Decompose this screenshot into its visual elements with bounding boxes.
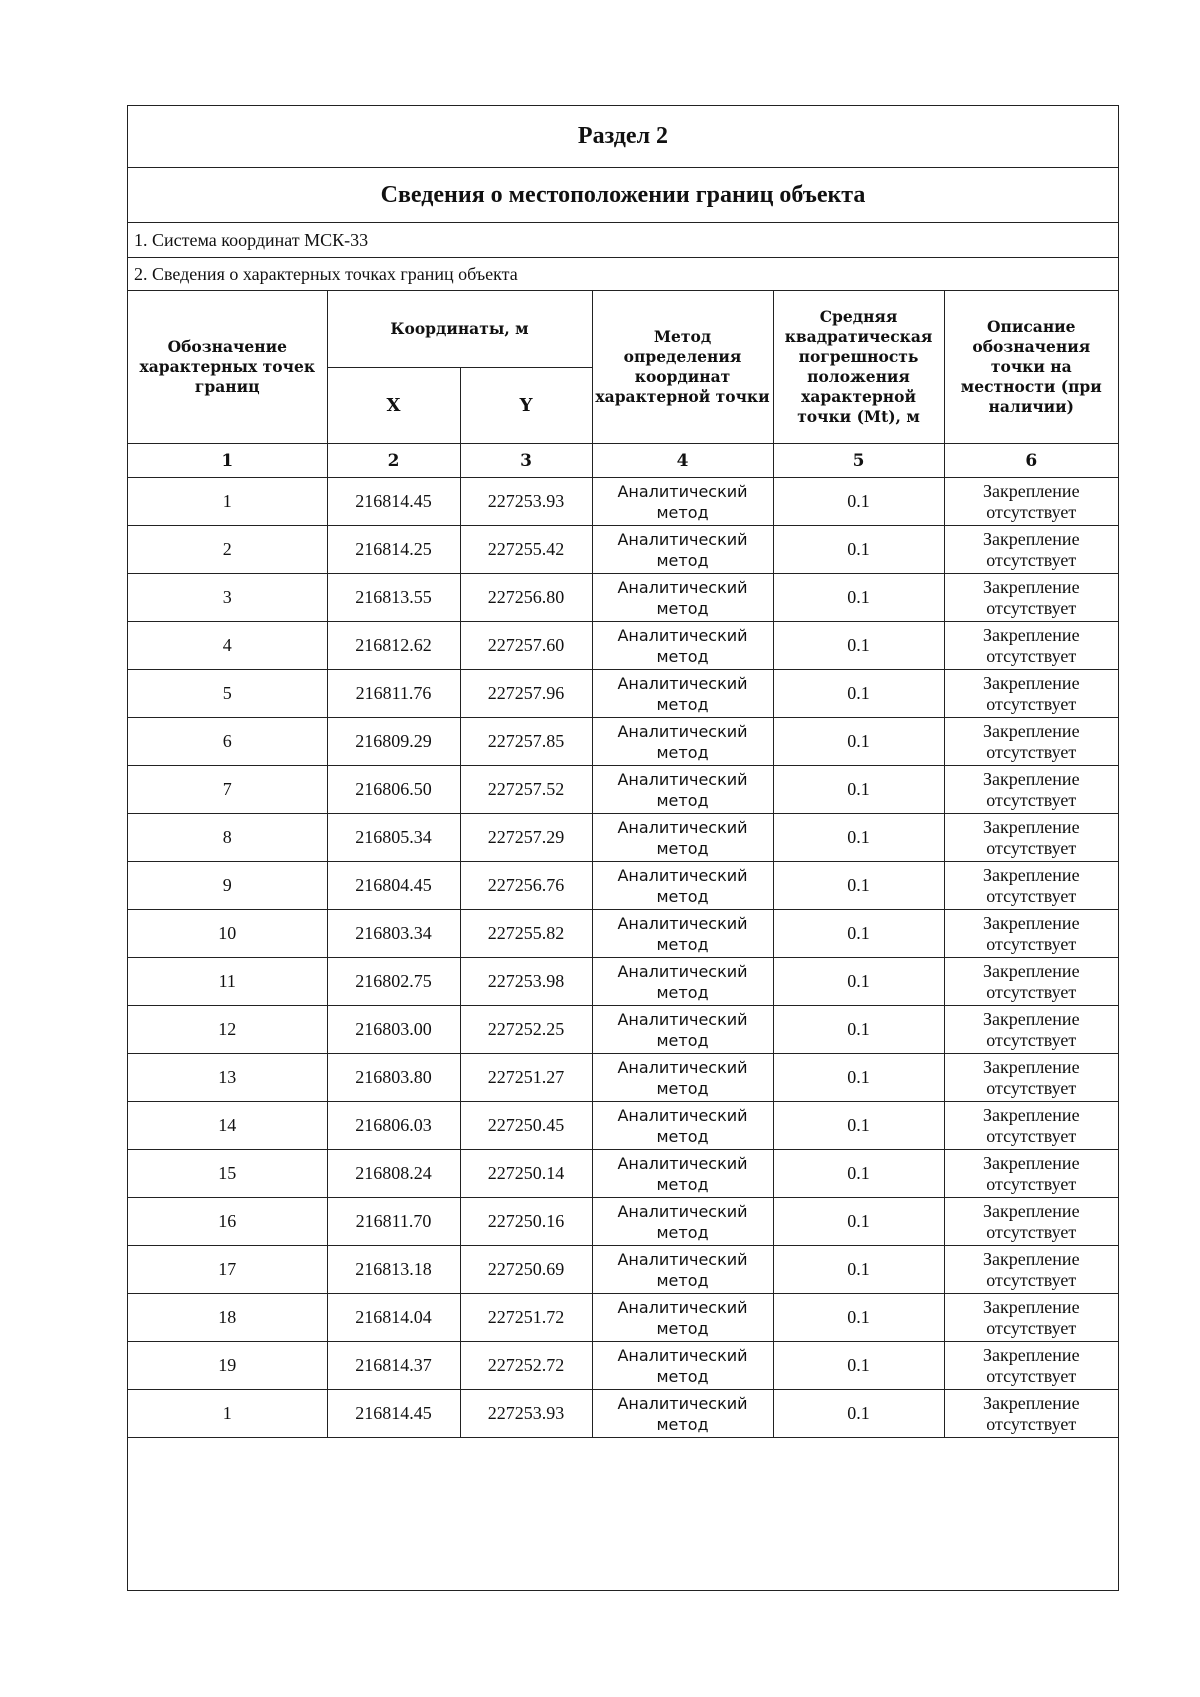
table-body xyxy=(128,478,1118,1438)
error-cell: 0.1 xyxy=(773,958,944,1006)
method-cell: Аналитический метод xyxy=(592,1198,773,1246)
method-cell: Аналитический метод xyxy=(592,1246,773,1294)
method-cell: Аналитический метод xyxy=(592,622,773,670)
method-cell: Аналитический метод xyxy=(592,718,773,766)
column-number: 4 xyxy=(592,444,773,478)
y-coordinate-cell: 227251.72 xyxy=(460,1294,592,1342)
x-coordinate-cell: 216803.80 xyxy=(327,1054,460,1102)
method-cell: Аналитический метод xyxy=(592,478,773,526)
table-row xyxy=(128,670,1118,718)
description-cell: Закрепление отсутствует xyxy=(944,1246,1118,1294)
column-numbers-row xyxy=(128,444,1118,478)
error-cell: 0.1 xyxy=(773,1150,944,1198)
method-cell: Аналитический метод xyxy=(592,1342,773,1390)
description-cell: Закрепление отсутствует xyxy=(944,862,1118,910)
table-row xyxy=(128,574,1118,622)
table-row xyxy=(128,1054,1118,1102)
method-cell: Аналитический метод xyxy=(592,1006,773,1054)
point-cell: 5 xyxy=(128,670,327,718)
column-number: 2 xyxy=(327,444,460,478)
table-row xyxy=(128,1150,1118,1198)
point-cell: 16 xyxy=(128,1198,327,1246)
point-cell: 12 xyxy=(128,1006,327,1054)
y-coordinate-cell: 227257.85 xyxy=(460,718,592,766)
table-row xyxy=(128,958,1118,1006)
header-method: Метод определения координат характерной точки xyxy=(592,291,773,444)
points-section-heading: 2. Сведения о характерных точках границ объекта xyxy=(128,258,1118,291)
description-cell: Закрепление отсутствует xyxy=(944,622,1118,670)
description-cell: Закрепление отсутствует xyxy=(944,910,1118,958)
point-cell: 13 xyxy=(128,1054,327,1102)
method-cell: Аналитический метод xyxy=(592,574,773,622)
error-cell: 0.1 xyxy=(773,574,944,622)
header-coordinates: Координаты, м xyxy=(327,291,592,368)
table-row xyxy=(128,1390,1118,1438)
error-cell: 0.1 xyxy=(773,814,944,862)
boundary-points-table xyxy=(128,291,1118,1438)
table-row xyxy=(128,526,1118,574)
x-coordinate-cell: 216814.45 xyxy=(327,478,460,526)
y-coordinate-cell: 227253.93 xyxy=(460,478,592,526)
header-designation: Обозначение характерных точек границ xyxy=(128,291,327,444)
point-cell: 14 xyxy=(128,1102,327,1150)
y-coordinate-cell: 227255.42 xyxy=(460,526,592,574)
header-y: Y xyxy=(460,368,592,444)
table-row xyxy=(128,814,1118,862)
x-coordinate-cell: 216803.34 xyxy=(327,910,460,958)
document-frame xyxy=(127,105,1119,1591)
error-cell: 0.1 xyxy=(773,718,944,766)
error-cell: 0.1 xyxy=(773,1198,944,1246)
description-cell: Закрепление отсутствует xyxy=(944,766,1118,814)
table-row xyxy=(128,766,1118,814)
y-coordinate-cell: 227250.45 xyxy=(460,1102,592,1150)
error-cell: 0.1 xyxy=(773,526,944,574)
description-cell: Закрепление отсутствует xyxy=(944,1102,1118,1150)
error-cell: 0.1 xyxy=(773,1102,944,1150)
description-cell: Закрепление отсутствует xyxy=(944,1342,1118,1390)
header-x: X xyxy=(327,368,460,444)
section-title: Раздел 2 xyxy=(128,106,1118,168)
x-coordinate-cell: 216806.50 xyxy=(327,766,460,814)
point-cell: 1 xyxy=(128,478,327,526)
description-cell: Закрепление отсутствует xyxy=(944,1150,1118,1198)
x-coordinate-cell: 216814.37 xyxy=(327,1342,460,1390)
y-coordinate-cell: 227255.82 xyxy=(460,910,592,958)
table-row xyxy=(128,862,1118,910)
error-cell: 0.1 xyxy=(773,670,944,718)
y-coordinate-cell: 227253.93 xyxy=(460,1390,592,1438)
description-cell: Закрепление отсутствует xyxy=(944,670,1118,718)
x-coordinate-cell: 216813.55 xyxy=(327,574,460,622)
y-coordinate-cell: 227257.29 xyxy=(460,814,592,862)
method-cell: Аналитический метод xyxy=(592,958,773,1006)
description-cell: Закрепление отсутствует xyxy=(944,1054,1118,1102)
table-row xyxy=(128,1006,1118,1054)
point-cell: 3 xyxy=(128,574,327,622)
description-cell: Закрепление отсутствует xyxy=(944,1006,1118,1054)
point-cell: 8 xyxy=(128,814,327,862)
error-cell: 0.1 xyxy=(773,478,944,526)
description-cell: Закрепление отсутствует xyxy=(944,814,1118,862)
x-coordinate-cell: 216803.00 xyxy=(327,1006,460,1054)
y-coordinate-cell: 227250.16 xyxy=(460,1198,592,1246)
table-row xyxy=(128,622,1118,670)
point-cell: 18 xyxy=(128,1294,327,1342)
table-row xyxy=(128,1198,1118,1246)
table-row xyxy=(128,1246,1118,1294)
description-cell: Закрепление отсутствует xyxy=(944,1294,1118,1342)
method-cell: Аналитический метод xyxy=(592,1054,773,1102)
method-cell: Аналитический метод xyxy=(592,814,773,862)
error-cell: 0.1 xyxy=(773,862,944,910)
x-coordinate-cell: 216808.24 xyxy=(327,1150,460,1198)
point-cell: 11 xyxy=(128,958,327,1006)
description-cell: Закрепление отсутствует xyxy=(944,718,1118,766)
column-number: 6 xyxy=(944,444,1118,478)
table-row xyxy=(128,1102,1118,1150)
x-coordinate-cell: 216802.75 xyxy=(327,958,460,1006)
error-cell: 0.1 xyxy=(773,1390,944,1438)
method-cell: Аналитический метод xyxy=(592,766,773,814)
column-number: 5 xyxy=(773,444,944,478)
point-cell: 2 xyxy=(128,526,327,574)
y-coordinate-cell: 227253.98 xyxy=(460,958,592,1006)
table-row xyxy=(128,478,1118,526)
x-coordinate-cell: 216814.45 xyxy=(327,1390,460,1438)
error-cell: 0.1 xyxy=(773,1246,944,1294)
point-cell: 1 xyxy=(128,1390,327,1438)
method-cell: Аналитический метод xyxy=(592,526,773,574)
table-row xyxy=(128,718,1118,766)
error-cell: 0.1 xyxy=(773,766,944,814)
error-cell: 0.1 xyxy=(773,910,944,958)
method-cell: Аналитический метод xyxy=(592,1102,773,1150)
method-cell: Аналитический метод xyxy=(592,670,773,718)
y-coordinate-cell: 227256.76 xyxy=(460,862,592,910)
coordinate-system-line: 1. Система координат МСК-33 xyxy=(128,223,1118,258)
y-coordinate-cell: 227257.52 xyxy=(460,766,592,814)
method-cell: Аналитический метод xyxy=(592,1294,773,1342)
y-coordinate-cell: 227250.14 xyxy=(460,1150,592,1198)
y-coordinate-cell: 227252.25 xyxy=(460,1006,592,1054)
x-coordinate-cell: 216814.04 xyxy=(327,1294,460,1342)
section-subtitle: Сведения о местоположении границ объекта xyxy=(128,168,1118,223)
method-cell: Аналитический метод xyxy=(592,1150,773,1198)
x-coordinate-cell: 216811.76 xyxy=(327,670,460,718)
point-cell: 6 xyxy=(128,718,327,766)
header-description: Описание обозначения точки на местности (при наличии) xyxy=(944,291,1118,444)
description-cell: Закрепление отсутствует xyxy=(944,958,1118,1006)
y-coordinate-cell: 227257.96 xyxy=(460,670,592,718)
error-cell: 0.1 xyxy=(773,1342,944,1390)
y-coordinate-cell: 227252.72 xyxy=(460,1342,592,1390)
method-cell: Аналитический метод xyxy=(592,910,773,958)
point-cell: 17 xyxy=(128,1246,327,1294)
description-cell: Закрепление отсутствует xyxy=(944,526,1118,574)
table-row xyxy=(128,910,1118,958)
x-coordinate-cell: 216811.70 xyxy=(327,1198,460,1246)
description-cell: Закрепление отсутствует xyxy=(944,478,1118,526)
error-cell: 0.1 xyxy=(773,622,944,670)
point-cell: 7 xyxy=(128,766,327,814)
y-coordinate-cell: 227251.27 xyxy=(460,1054,592,1102)
method-cell: Аналитический метод xyxy=(592,862,773,910)
table-row xyxy=(128,1342,1118,1390)
description-cell: Закрепление отсутствует xyxy=(944,1198,1118,1246)
x-coordinate-cell: 216814.25 xyxy=(327,526,460,574)
error-cell: 0.1 xyxy=(773,1006,944,1054)
error-cell: 0.1 xyxy=(773,1294,944,1342)
x-coordinate-cell: 216804.45 xyxy=(327,862,460,910)
column-number: 1 xyxy=(128,444,327,478)
x-coordinate-cell: 216812.62 xyxy=(327,622,460,670)
x-coordinate-cell: 216805.34 xyxy=(327,814,460,862)
table-row xyxy=(128,1294,1118,1342)
y-coordinate-cell: 227250.69 xyxy=(460,1246,592,1294)
y-coordinate-cell: 227256.80 xyxy=(460,574,592,622)
x-coordinate-cell: 216813.18 xyxy=(327,1246,460,1294)
point-cell: 10 xyxy=(128,910,327,958)
header-error: Средняя квадратическая погрешность положения характерной точки (Mt), м xyxy=(773,291,944,444)
point-cell: 4 xyxy=(128,622,327,670)
point-cell: 19 xyxy=(128,1342,327,1390)
method-cell: Аналитический метод xyxy=(592,1390,773,1438)
column-number: 3 xyxy=(460,444,592,478)
x-coordinate-cell: 216809.29 xyxy=(327,718,460,766)
error-cell: 0.1 xyxy=(773,1054,944,1102)
y-coordinate-cell: 227257.60 xyxy=(460,622,592,670)
point-cell: 9 xyxy=(128,862,327,910)
description-cell: Закрепление отсутствует xyxy=(944,1390,1118,1438)
description-cell: Закрепление отсутствует xyxy=(944,574,1118,622)
x-coordinate-cell: 216806.03 xyxy=(327,1102,460,1150)
point-cell: 15 xyxy=(128,1150,327,1198)
